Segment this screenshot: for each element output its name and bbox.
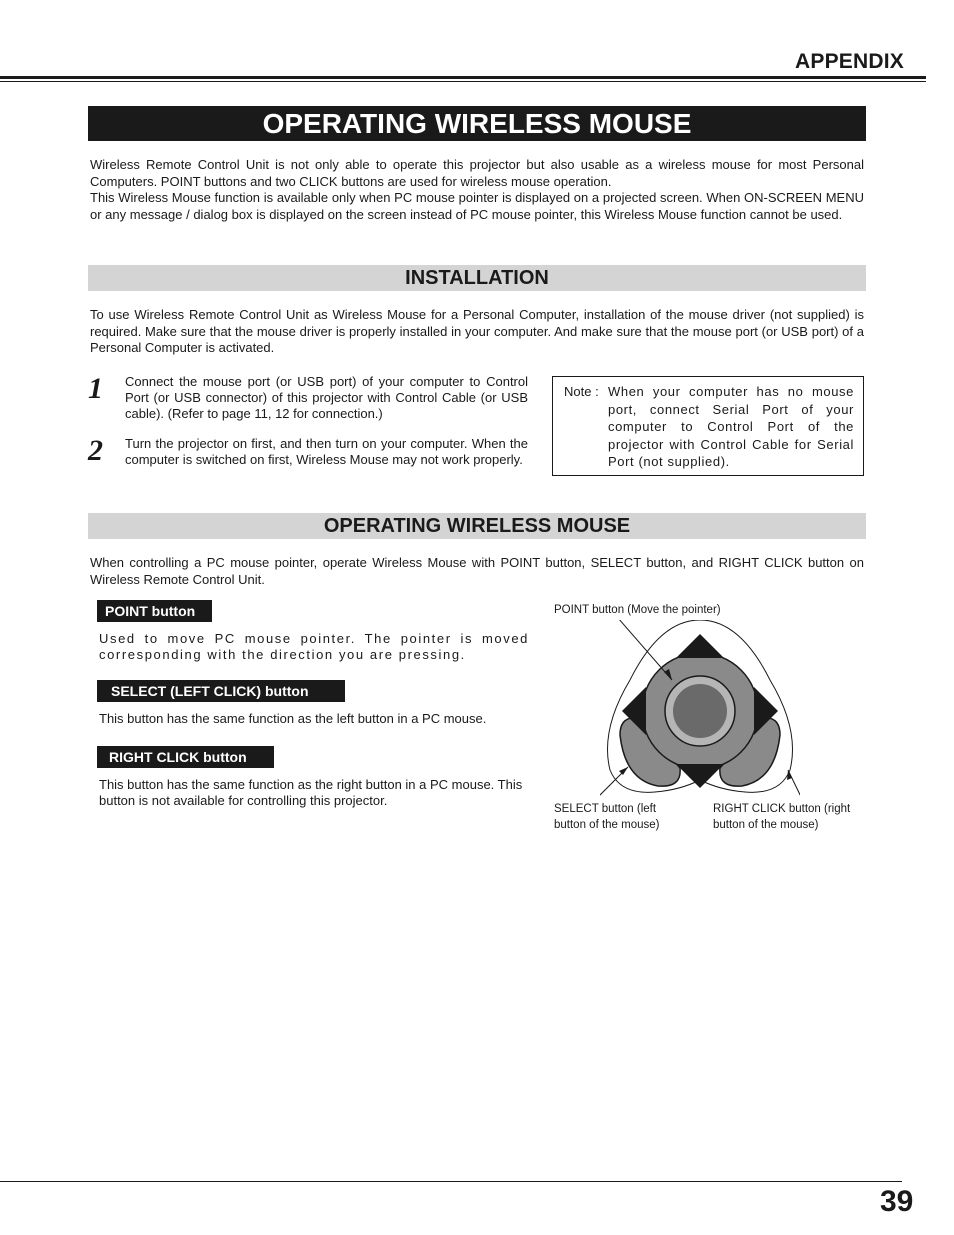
right-click-button-label: RIGHT CLICK button: [97, 746, 274, 768]
step-text-1: Connect the mouse port (or USB port) of your computer to Control Port (or USB connector) of this projector with Control Cable (or USB cable). (Refer to page 11, 12 for connection.): [125, 374, 528, 421]
step-number-1: 1: [88, 372, 103, 405]
arrow-down-icon: [676, 764, 724, 788]
installation-heading: INSTALLATION: [88, 265, 866, 291]
diagram-point-label: POINT button (Move the pointer): [554, 604, 721, 616]
right-click-button-text: This button has the same function as the right button in a PC mouse. This button is not available for controlling this projector.: [99, 777, 523, 808]
step-text-2: Turn the projector on first, and then turn on your computer. When the computer is switched on first, Wireless Mouse may not work properly.: [125, 436, 528, 467]
intro-paragraph-2: This Wireless Mouse function is available only when PC mouse pointer is displayed on a projected screen. When ON-SCREEN MENU or any message / dialog box is displayed on the screen instead of PC mouse pointer, this Wireless Mouse function cannot be used.: [90, 190, 864, 222]
note-box: [552, 376, 864, 476]
diagram-right-label: RIGHT CLICK button (right button of the mouse): [713, 803, 851, 831]
select-button-text: This button has the same function as the left button in a PC mouse.: [99, 711, 487, 726]
select-leader-arrowhead: [619, 767, 628, 775]
operating-heading: OPERATING WIRELESS MOUSE: [88, 513, 866, 539]
operating-text: When controlling a PC mouse pointer, operate Wireless Mouse with POINT button, SELECT button, and RIGHT CLICK button on Wireless Remote Control Unit.: [90, 555, 864, 587]
footer-rule: [0, 1181, 902, 1182]
select-button-label: SELECT (LEFT CLICK) button: [97, 680, 345, 702]
page-number: 39: [880, 1185, 914, 1218]
point-button-text: Used to move PC mouse pointer. The pointer is moved corresponding with the direction you are pressing.: [99, 631, 529, 662]
installation-text: To use Wireless Remote Control Unit as Wireless Mouse for a Personal Computer, installation of the mouse driver (not supplied) is required. Make sure that the mouse driver is properly installed in your computer. And make sure that the mouse port (or USB port) of a Personal Computer is activated.: [90, 307, 864, 355]
intro-paragraph-1: Wireless Remote Control Unit is not only able to operate this projector but also usable as a wireless mouse for most Personal Computers. POINT buttons and two CLICK buttons are used for wireless mouse operation.: [90, 157, 864, 189]
appendix-header: APPENDIX: [795, 50, 904, 73]
arrow-up-icon: [676, 634, 724, 658]
remote-control-diagram: [600, 620, 800, 800]
point-button-label: POINT button: [97, 600, 212, 622]
note-label: Note :: [564, 384, 599, 399]
point-leader-line: [618, 620, 672, 680]
center-button: [673, 684, 727, 738]
header-rule-thin: [0, 81, 926, 82]
page-title: OPERATING WIRELESS MOUSE: [88, 106, 866, 141]
step-number-2: 2: [88, 434, 103, 467]
note-text: When your computer has no mouse port, connect Serial Port of your computer to Control Port of the projector with Control Cable for Serial Port (not supplied).: [608, 384, 854, 469]
intro-text: [90, 157, 864, 223]
diagram-select-label: SELECT button (left button of the mouse): [554, 803, 660, 831]
header-rule: [0, 76, 926, 79]
